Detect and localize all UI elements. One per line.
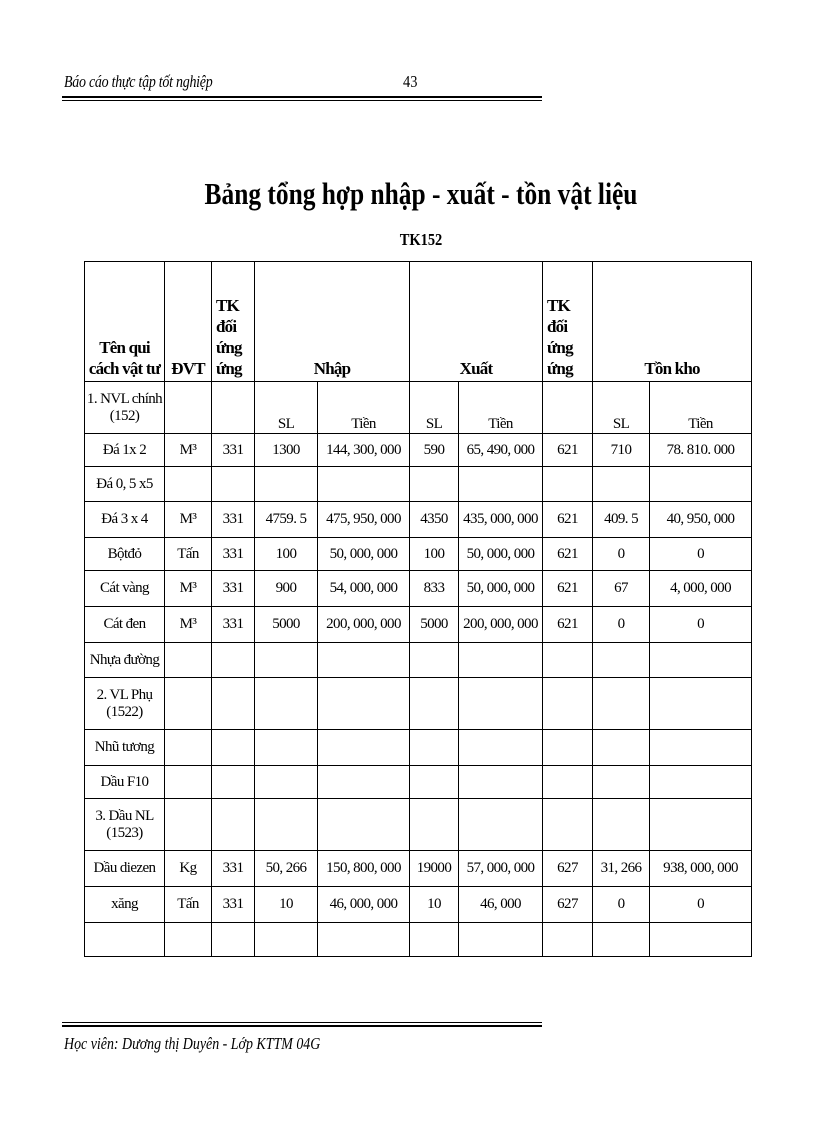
cell-import-amount bbox=[318, 467, 410, 502]
cell-unit bbox=[165, 799, 212, 851]
cell-import-amount: 50, 000, 000 bbox=[318, 538, 410, 571]
cell-import-amount: Tiền bbox=[318, 382, 410, 434]
cell-import-qty bbox=[255, 467, 318, 502]
cell-import-amount: 200, 000, 000 bbox=[318, 607, 410, 643]
cell-tk-in: 331 bbox=[212, 887, 255, 923]
cell-tk-out bbox=[543, 799, 593, 851]
cell-stock-qty: SL bbox=[593, 382, 650, 434]
cell-tk-in bbox=[212, 382, 255, 434]
cell-tk-out: 627 bbox=[543, 887, 593, 923]
cell-tk-in bbox=[212, 467, 255, 502]
cell-tk-in: 331 bbox=[212, 571, 255, 607]
cell-stock-amount bbox=[650, 678, 752, 730]
cell-export-amount bbox=[459, 467, 543, 502]
cell-unit: Kg bbox=[165, 851, 212, 887]
table-row bbox=[85, 923, 752, 957]
cell-import-amount: 144, 300, 000 bbox=[318, 434, 410, 467]
cell-stock-amount bbox=[650, 730, 752, 766]
cell-stock-qty bbox=[593, 730, 650, 766]
header-export: Xuất bbox=[410, 262, 543, 382]
cell-stock-qty: 31, 266 bbox=[593, 851, 650, 887]
cell-export-amount bbox=[459, 799, 543, 851]
cell-tk-in bbox=[212, 923, 255, 957]
cell-tk-out bbox=[543, 643, 593, 678]
header-rule-top bbox=[62, 96, 542, 98]
cell-stock-amount: 0 bbox=[650, 538, 752, 571]
cell-import-qty bbox=[255, 643, 318, 678]
page-title: Bảng tổng hợp nhập - xuất - tồn vật liệu bbox=[204, 176, 638, 211]
cell-import-qty: SL bbox=[255, 382, 318, 434]
cell-tk-out: 621 bbox=[543, 571, 593, 607]
cell-unit bbox=[165, 467, 212, 502]
table-row bbox=[85, 799, 752, 851]
cell-material: Dầu F10 bbox=[85, 766, 165, 799]
cell-stock-amount: Tiền bbox=[650, 382, 752, 434]
cell-export-amount: 50, 000, 000 bbox=[459, 571, 543, 607]
account-subtitle: TK152 bbox=[399, 230, 443, 249]
cell-import-amount: 46, 000, 000 bbox=[318, 887, 410, 923]
cell-unit: M³ bbox=[165, 607, 212, 643]
cell-material: Cát đen bbox=[85, 607, 165, 643]
cell-import-amount bbox=[318, 799, 410, 851]
cell-import-qty: 900 bbox=[255, 571, 318, 607]
cell-tk-in bbox=[212, 678, 255, 730]
cell-stock-amount: 40, 950, 000 bbox=[650, 502, 752, 538]
cell-export-qty bbox=[410, 678, 459, 730]
cell-export-amount: 65, 490, 000 bbox=[459, 434, 543, 467]
cell-export-qty bbox=[410, 923, 459, 957]
table-row bbox=[85, 730, 752, 766]
report-header-title: Báo cáo thực tập tốt nghiệp bbox=[64, 72, 213, 91]
cell-import-qty bbox=[255, 678, 318, 730]
header-rule-bottom bbox=[62, 100, 542, 101]
cell-unit: Tấn bbox=[165, 887, 212, 923]
cell-export-qty bbox=[410, 766, 459, 799]
cell-export-qty: 4350 bbox=[410, 502, 459, 538]
cell-export-qty bbox=[410, 730, 459, 766]
cell-unit: M³ bbox=[165, 571, 212, 607]
cell-stock-qty bbox=[593, 678, 650, 730]
cell-tk-in: 331 bbox=[212, 434, 255, 467]
page-number: 43 bbox=[403, 72, 418, 91]
header-stock: Tồn kho bbox=[593, 262, 752, 382]
cell-unit bbox=[165, 766, 212, 799]
table-row bbox=[85, 382, 752, 434]
cell-stock-qty: 67 bbox=[593, 571, 650, 607]
cell-export-qty: 10 bbox=[410, 887, 459, 923]
cell-stock-amount bbox=[650, 766, 752, 799]
cell-tk-out: 621 bbox=[543, 434, 593, 467]
cell-stock-amount: 4, 000, 000 bbox=[650, 571, 752, 607]
cell-import-amount: 150, 800, 000 bbox=[318, 851, 410, 887]
cell-export-amount bbox=[459, 730, 543, 766]
cell-import-qty: 10 bbox=[255, 887, 318, 923]
cell-stock-qty bbox=[593, 643, 650, 678]
cell-import-qty bbox=[255, 766, 318, 799]
cell-stock-amount: 0 bbox=[650, 607, 752, 643]
footer-rule-top bbox=[62, 1022, 542, 1023]
cell-export-qty bbox=[410, 467, 459, 502]
cell-material: 3. Dầu NL (1523) bbox=[85, 799, 165, 851]
table-row bbox=[85, 538, 752, 571]
cell-stock-qty: 0 bbox=[593, 538, 650, 571]
cell-tk-out bbox=[543, 730, 593, 766]
cell-tk-out: 627 bbox=[543, 851, 593, 887]
cell-tk-in bbox=[212, 730, 255, 766]
cell-stock-amount: 78. 810. 000 bbox=[650, 434, 752, 467]
cell-import-qty: 4759. 5 bbox=[255, 502, 318, 538]
header-tk-contra-out: TK đối ứng ứng bbox=[543, 262, 593, 382]
cell-export-qty: 833 bbox=[410, 571, 459, 607]
cell-export-qty bbox=[410, 799, 459, 851]
cell-stock-qty: 710 bbox=[593, 434, 650, 467]
cell-stock-qty bbox=[593, 467, 650, 502]
header-material-name: Tên qui cách vật tư bbox=[85, 262, 165, 382]
cell-export-qty bbox=[410, 643, 459, 678]
cell-tk-out bbox=[543, 467, 593, 502]
table-row bbox=[85, 571, 752, 607]
cell-unit bbox=[165, 730, 212, 766]
cell-import-qty bbox=[255, 799, 318, 851]
cell-export-amount bbox=[459, 766, 543, 799]
header-tk-contra-in: TK đối ứng ứng bbox=[212, 262, 255, 382]
cell-material bbox=[85, 923, 165, 957]
cell-tk-in: 331 bbox=[212, 538, 255, 571]
cell-export-amount bbox=[459, 923, 543, 957]
cell-tk-in: 331 bbox=[212, 851, 255, 887]
cell-import-amount bbox=[318, 678, 410, 730]
cell-unit bbox=[165, 678, 212, 730]
cell-stock-amount bbox=[650, 643, 752, 678]
cell-export-amount: 200, 000, 000 bbox=[459, 607, 543, 643]
table-row bbox=[85, 467, 752, 502]
cell-stock-amount bbox=[650, 923, 752, 957]
cell-stock-amount: 0 bbox=[650, 887, 752, 923]
cell-import-qty: 5000 bbox=[255, 607, 318, 643]
cell-export-amount: 57, 000, 000 bbox=[459, 851, 543, 887]
cell-unit bbox=[165, 382, 212, 434]
cell-import-amount: 475, 950, 000 bbox=[318, 502, 410, 538]
cell-tk-out: 621 bbox=[543, 538, 593, 571]
table-row bbox=[85, 607, 752, 643]
student-footer: Học viên: Dương thị Duyên - Lớp KTTM 04G bbox=[64, 1034, 321, 1053]
table-row bbox=[85, 678, 752, 730]
cell-stock-qty: 0 bbox=[593, 887, 650, 923]
cell-stock-qty bbox=[593, 799, 650, 851]
cell-import-qty: 100 bbox=[255, 538, 318, 571]
cell-material: 2. VL Phụ (1522) bbox=[85, 678, 165, 730]
cell-tk-out bbox=[543, 923, 593, 957]
cell-import-amount bbox=[318, 923, 410, 957]
cell-unit: M³ bbox=[165, 502, 212, 538]
cell-tk-in: 331 bbox=[212, 607, 255, 643]
header-unit: ĐVT bbox=[165, 262, 212, 382]
table-row bbox=[85, 434, 752, 467]
cell-unit: Tấn bbox=[165, 538, 212, 571]
cell-import-qty bbox=[255, 730, 318, 766]
cell-stock-amount bbox=[650, 467, 752, 502]
cell-material: Bộtđỏ bbox=[85, 538, 165, 571]
header-import: Nhập bbox=[255, 262, 410, 382]
cell-tk-out: 621 bbox=[543, 607, 593, 643]
cell-import-qty bbox=[255, 923, 318, 957]
cell-material: Đá 0, 5 x5 bbox=[85, 467, 165, 502]
cell-export-qty: 100 bbox=[410, 538, 459, 571]
cell-export-qty: 19000 bbox=[410, 851, 459, 887]
cell-export-qty: SL bbox=[410, 382, 459, 434]
cell-import-qty: 50, 266 bbox=[255, 851, 318, 887]
cell-material: Nhũ tương bbox=[85, 730, 165, 766]
cell-export-amount: Tiền bbox=[459, 382, 543, 434]
cell-export-amount bbox=[459, 643, 543, 678]
cell-material: Đá 1x 2 bbox=[85, 434, 165, 467]
cell-stock-qty bbox=[593, 923, 650, 957]
table-header-row bbox=[85, 262, 752, 382]
cell-tk-out: 621 bbox=[543, 502, 593, 538]
cell-stock-amount bbox=[650, 799, 752, 851]
cell-tk-out bbox=[543, 382, 593, 434]
cell-tk-out bbox=[543, 678, 593, 730]
cell-material: xăng bbox=[85, 887, 165, 923]
cell-export-amount bbox=[459, 678, 543, 730]
cell-stock-qty bbox=[593, 766, 650, 799]
cell-tk-out bbox=[543, 766, 593, 799]
cell-export-qty: 590 bbox=[410, 434, 459, 467]
cell-export-amount: 46, 000 bbox=[459, 887, 543, 923]
cell-tk-in: 331 bbox=[212, 502, 255, 538]
cell-material: Nhựa đường bbox=[85, 643, 165, 678]
table-row bbox=[85, 502, 752, 538]
cell-import-qty: 1300 bbox=[255, 434, 318, 467]
cell-stock-amount: 938, 000, 000 bbox=[650, 851, 752, 887]
cell-export-amount: 435, 000, 000 bbox=[459, 502, 543, 538]
cell-import-amount bbox=[318, 643, 410, 678]
footer-rule-bottom bbox=[62, 1025, 542, 1027]
table-row bbox=[85, 643, 752, 678]
inventory-summary-table bbox=[84, 261, 752, 957]
table-row bbox=[85, 887, 752, 923]
cell-tk-in bbox=[212, 766, 255, 799]
table-row bbox=[85, 851, 752, 887]
cell-export-amount: 50, 000, 000 bbox=[459, 538, 543, 571]
cell-material: 1. NVL chính (152) bbox=[85, 382, 165, 434]
cell-stock-qty: 0 bbox=[593, 607, 650, 643]
cell-material: Cát vàng bbox=[85, 571, 165, 607]
cell-import-amount bbox=[318, 730, 410, 766]
cell-tk-in bbox=[212, 799, 255, 851]
table-row bbox=[85, 766, 752, 799]
cell-export-qty: 5000 bbox=[410, 607, 459, 643]
cell-import-amount: 54, 000, 000 bbox=[318, 571, 410, 607]
cell-unit bbox=[165, 643, 212, 678]
cell-tk-in bbox=[212, 643, 255, 678]
cell-unit bbox=[165, 923, 212, 957]
cell-material: Dầu diezen bbox=[85, 851, 165, 887]
cell-stock-qty: 409. 5 bbox=[593, 502, 650, 538]
cell-unit: M³ bbox=[165, 434, 212, 467]
cell-material: Đá 3 x 4 bbox=[85, 502, 165, 538]
cell-import-amount bbox=[318, 766, 410, 799]
